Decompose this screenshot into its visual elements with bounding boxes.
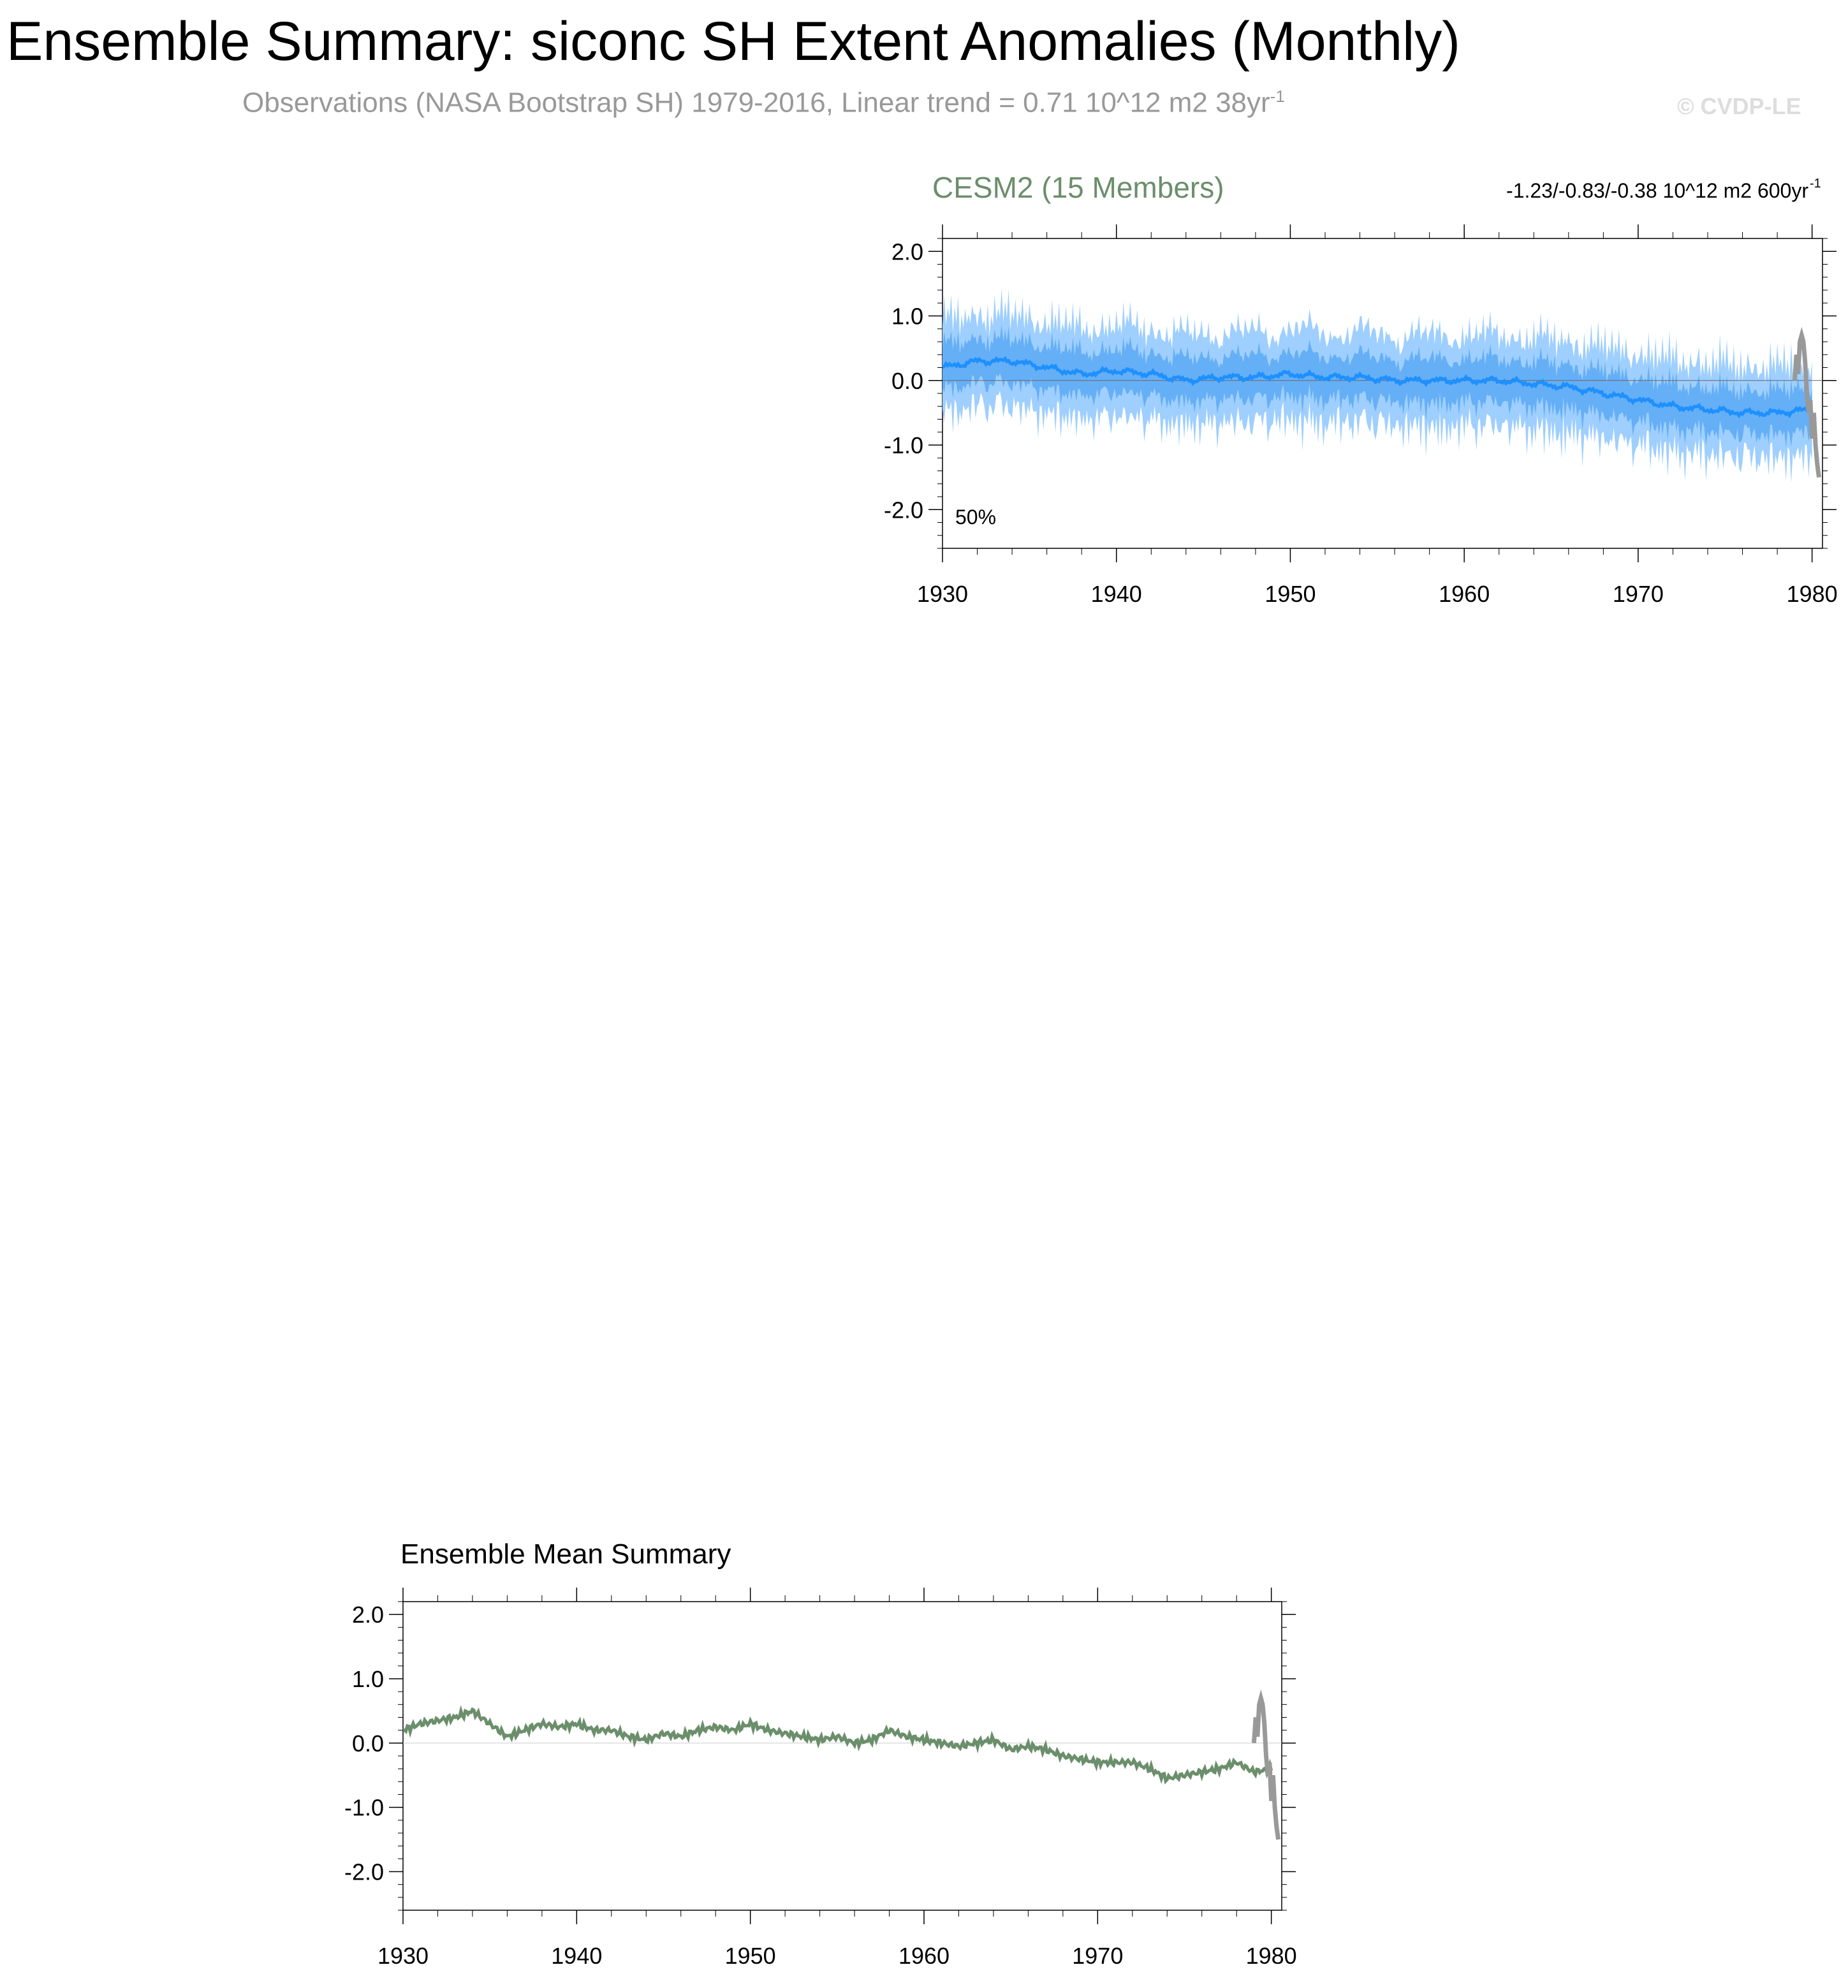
- chart2-x-tick-label: 1940: [551, 1943, 603, 1969]
- chart1-x-tick-label: 1930: [916, 581, 969, 607]
- chart1-title: CESM2 (15 Members): [932, 171, 1224, 204]
- page-title: Ensemble Summary: siconc SH Extent Anomalies (Monthly): [6, 11, 1460, 72]
- chart1-y-tick-label: 0.0: [891, 367, 923, 394]
- chart1-y-tick-label: -2.0: [883, 497, 923, 523]
- chart2-x-tick-label: 1950: [724, 1943, 776, 1969]
- chart2-y-tick-label: -2.0: [344, 1859, 384, 1885]
- chart2-y-tick-label: 1.0: [351, 1666, 384, 1692]
- subtitle-text: Observations (NASA Bootstrap SH) 1979-2016, Linear trend = 0.71 10^12 m2 38yr: [242, 87, 1270, 119]
- chart1-trend-superscript: -1: [1810, 177, 1821, 191]
- chart2-ensemble-mean-line: [403, 1709, 1272, 1781]
- chart2-y-tick-label: 0.0: [351, 1730, 384, 1757]
- chart1-annotation: 50%: [955, 506, 997, 529]
- chart2-plot-frame: [403, 1602, 1282, 1910]
- chart1-x-tick-label: 1940: [1090, 581, 1142, 607]
- chart2-y-tick-label: 2.0: [351, 1602, 384, 1628]
- chart1-trend-label: -1.23/-0.83/-0.38 10^12 m2 600yr: [1506, 179, 1808, 202]
- chart2-title: Ensemble Mean Summary: [400, 1539, 731, 1570]
- chart1-x-tick-label: 1980: [1786, 581, 1838, 607]
- chart2-x-tick-label: 1930: [377, 1943, 429, 1969]
- chart1-y-tick-label: 2.0: [891, 238, 923, 265]
- chart1-x-tick-label: 1970: [1612, 581, 1664, 607]
- chart2-x-tick-label: 1970: [1072, 1943, 1124, 1969]
- chart2-x-tick-label: 1960: [898, 1943, 950, 1969]
- chart2-x-tick-label: 1980: [1245, 1943, 1297, 1969]
- chart1-y-tick-label: 1.0: [891, 303, 923, 330]
- subtitle-superscript: -1: [1270, 87, 1285, 106]
- chart1-x-tick-label: 1960: [1439, 581, 1490, 607]
- watermark: © CVDP-LE: [1677, 93, 1801, 119]
- chart1-x-tick-label: 1950: [1265, 581, 1316, 607]
- chart2-y-tick-label: -1.0: [344, 1794, 384, 1821]
- chart1-y-tick-label: -1.0: [883, 432, 923, 458]
